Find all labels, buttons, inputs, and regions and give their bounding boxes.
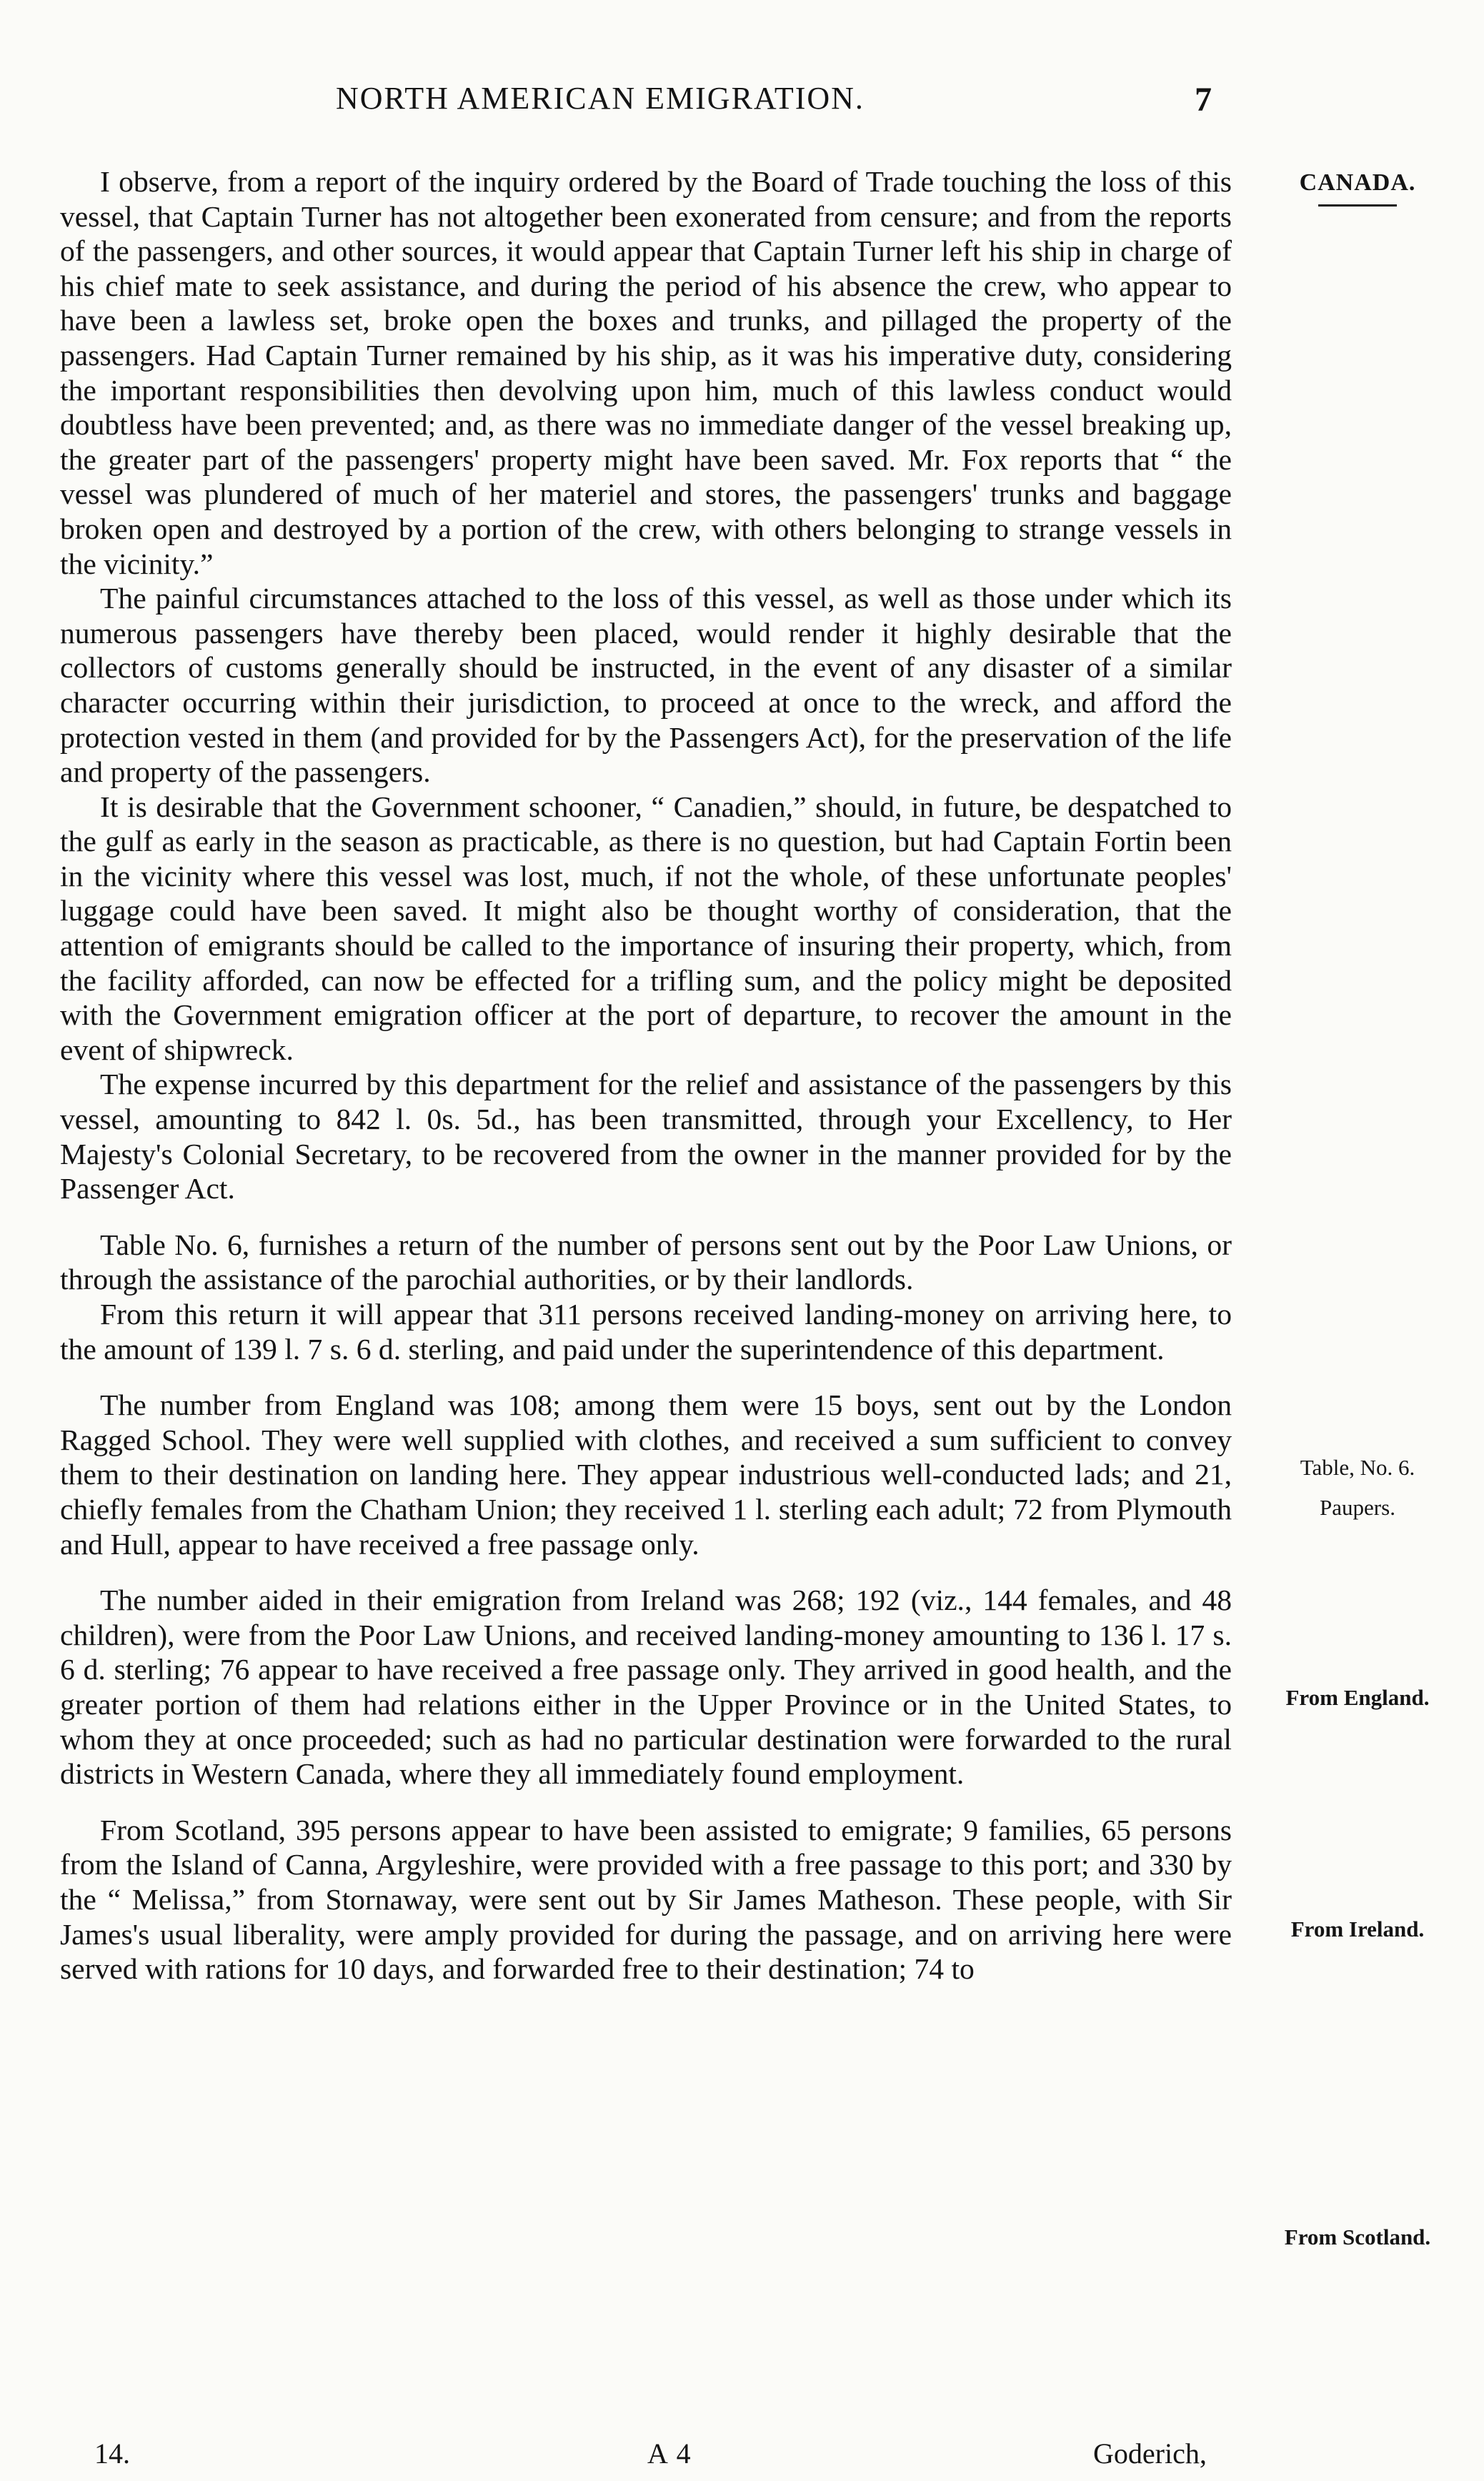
- main-text-column: [60, 164, 1232, 1987]
- page-footer: [0, 2437, 1484, 2474]
- paragraph-from-ireland: The number aided in their emigration from Ireland was 268; 192 (viz., 144 females, and 48 children), were from the Poor Law Unions, and received landing-money amounting to 136 l. 17 s. 6 d. sterling; 76 appear to have received a free passage only. They arrived in good health, and the greater portion of them had relations either in the Upper Province or in the United States, to whom they at once proceeded; such as had no particular destination were forwarded to the rural districts in Western Canada, where they all immediately found employment.: [60, 1583, 1232, 1791]
- sheet-mark: A 4: [647, 2437, 692, 2470]
- running-title: NORTH AMERICAN EMIGRATION.: [336, 81, 865, 116]
- sidenote-canada-label: CANADA.: [1299, 169, 1416, 196]
- sidenote-from-england: From England.: [1285, 1685, 1430, 1710]
- catchword: Goderich,: [1093, 2437, 1207, 2470]
- sidenote-from-ireland: From Ireland.: [1290, 1916, 1425, 1941]
- paragraph-captain-turner: I observe, from a report of the inquiry ordered by the Board of Trade touching the loss of this vessel, that Captain Turner has not altogether been exonerated from censure; and from the reports of the passengers, and other sources, it would appear that Captain Turner left his ship in charge of his chief mate to seek assistance, and during the period of his absence the crew, who appear to have been a lawless set, broke open the boxes and trunks, and pillaged the property of the passengers. Had Captain Turner remained by his ship, as it was his imperative duty, considering the important responsibilities then devolving upon him, much of this lawless conduct would doubtless have been prevented; and, as there was no immediate danger of the vessel breaking up, the greater part of the passengers' property might have been saved. Mr. Fox reports that “ the vessel was plundered of much of her materiel and stores, the passengers' trunks and baggage broken open and destroyed by a portion of the crew, with others belonging to strange vessels in the vicinity.”: [60, 165, 1232, 580]
- sidenote-paupers: Paupers.: [1320, 1495, 1395, 1520]
- running-head: [0, 80, 1484, 123]
- paragraph-from-england: The number from England was 108; among them were 15 boys, sent out by the London Ragged School. They were well supplied with clothes, and received a sum sufficient to convey them to their destination on landing here. They appear industrious well-conducted lads; and 21, chiefly females from the Chatham Union; they received 1 l. sterling each adult; 72 from Plymouth and Hull, appear to have received a free passage only.: [60, 1388, 1232, 1561]
- sidenote-canada: [1250, 166, 1465, 207]
- paragraph-from-scotland: From Scotland, 395 persons appear to have been assisted to emigrate; 9 families, 65 persons from the Island of Canna, Argyleshire, were provided with a free passage to this port; and 330 by the “ Melissa,” from Stornaway, were sent out by Sir James Matheson. These people, with Sir James's usual liberality, were amply provided for during the passage, and on arriving here were served with rations for 10 days, and forwarded free to their destination; 74 to: [60, 1813, 1232, 1986]
- page-number: 7: [1195, 81, 1212, 119]
- sidenote-table-no-6: Table, No. 6.: [1300, 1455, 1415, 1480]
- paragraph-landing-money: From this return it will appear that 311 persons received landing-money on arriving here, to the amount of 139 l. 7 s. 6 d. sterling, and paid under the superintendence of this department.: [60, 1298, 1232, 1366]
- paragraph-painful-circumstances: The painful circumstances attached to the loss of this vessel, as well as those under which its numerous passengers have thereby been placed, would render it highly desirable that the collectors of customs generally should be instructed, in the event of any disaster of a similar character occurring within their jurisdiction, to proceed at once to the wreck, and afford the protection vested in them (and provided for by the Passengers Act), for the preservation of the life and property of the passengers.: [60, 582, 1232, 789]
- sidenote-from-scotland: From Scotland.: [1284, 2224, 1431, 2249]
- sidenote-rule: [1318, 204, 1397, 207]
- signature-number: 14.: [94, 2437, 130, 2470]
- paragraph-government-schooner: It is desirable that the Government schooner, “ Canadien,” should, in future, be despatched to the gulf as early in the season as practicable, as there is no question, but had Captain Fortin been in the vicinity where this vessel was lost, much, if not the whole, of these unfortunate peoples' luggage could have been saved. It might also be thought worthy of consideration, that the attention of emigrants should be called to the importance of insuring their property, which, from the facility afforded, can now be effected for a trifling sum, and the policy might be deposited with the Government emigration officer at the port of departure, to recover the amount in the event of shipwreck.: [60, 790, 1232, 1066]
- paragraph-table-no-6: Table No. 6, furnishes a return of the number of persons sent out by the Poor Law Unions, or through the assistance of the parochial authorities, or by their landlords.: [60, 1228, 1232, 1296]
- paragraph-expense-incurred: The expense incurred by this department for the relief and assistance of the passengers by this vessel, amounting to 842 l. 0s. 5d., has been transmitted, through your Excellency, to Her Majesty's Colonial Secretary, to be recovered from the owner in the manner provided for by the Passenger Act.: [60, 1068, 1232, 1205]
